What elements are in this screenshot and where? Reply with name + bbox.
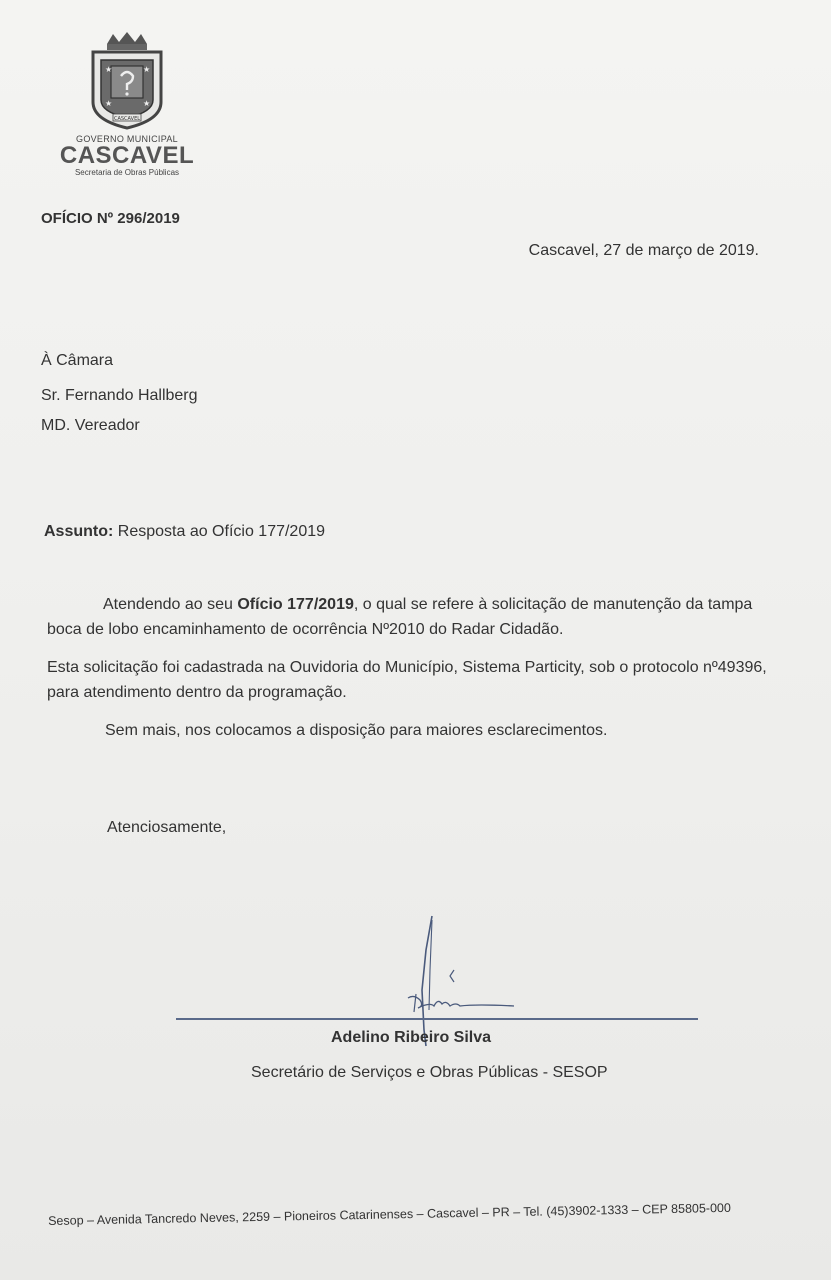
svg-text:★: ★: [105, 65, 113, 74]
footer-address: Sesop – Avenida Tancredo Neves, 2259 – Pioneiros Catarinenses – Cascavel – PR – Tel. (45)3902-1333 – CEP 85805-000: [48, 1200, 732, 1228]
p1-start: Atendendo ao seu: [103, 596, 238, 613]
recipient-line-3: MD. Vereador: [41, 417, 140, 434]
signatory-title: Secretário de Serviços e Obras Públicas - SESOP: [251, 1064, 608, 1081]
svg-text:★: ★: [143, 99, 151, 108]
municipal-logo: [52, 32, 202, 177]
subject-text: Resposta ao Ofício 177/2019: [113, 523, 326, 540]
svg-text:★: ★: [143, 65, 151, 74]
p1-end: , o qual se refere à solicitação de manutenção da tampa boca de lobo encaminhamento de ocorrência Nº2010 do Radar Cidadão.: [47, 596, 753, 638]
document-date: Cascavel, 27 de março de 2019.: [528, 242, 759, 259]
p1-reference: Ofício 177/2019: [237, 596, 354, 613]
org-line: GOVERNO MUNICIPAL: [76, 134, 178, 144]
city-name: CASCAVEL: [59, 142, 195, 169]
body-paragraph-3: Sem mais, nos colocamos a disposição para maiores esclarecimentos.: [105, 722, 608, 739]
subject-line: [44, 523, 325, 541]
recipient-line-1: À Câmara: [41, 352, 114, 369]
svg-text:CASCAVEL: CASCAVEL: [113, 116, 141, 122]
document-number: OFÍCIO Nº 296/2019: [41, 210, 180, 227]
signature-line: [176, 1018, 698, 1020]
body-paragraph-1: [47, 592, 787, 642]
body-paragraph-2: Esta solicitação foi cadastrada na Ouvidoria do Município, Sistema Particity, sob o protocolo nº49396, para atendimento dentro da programação.: [47, 659, 767, 701]
city-crest-icon: [85, 32, 169, 132]
department-name: Secretaria de Obras Públicas: [74, 168, 180, 177]
svg-text:★: ★: [105, 99, 113, 108]
subject-label: Assunto:: [44, 523, 114, 540]
signatory-name: Adelino Ribeiro Silva: [331, 1029, 492, 1046]
recipient-line-2: Sr. Fernando Hallberg: [41, 387, 198, 404]
closing: Atenciosamente,: [107, 819, 227, 836]
